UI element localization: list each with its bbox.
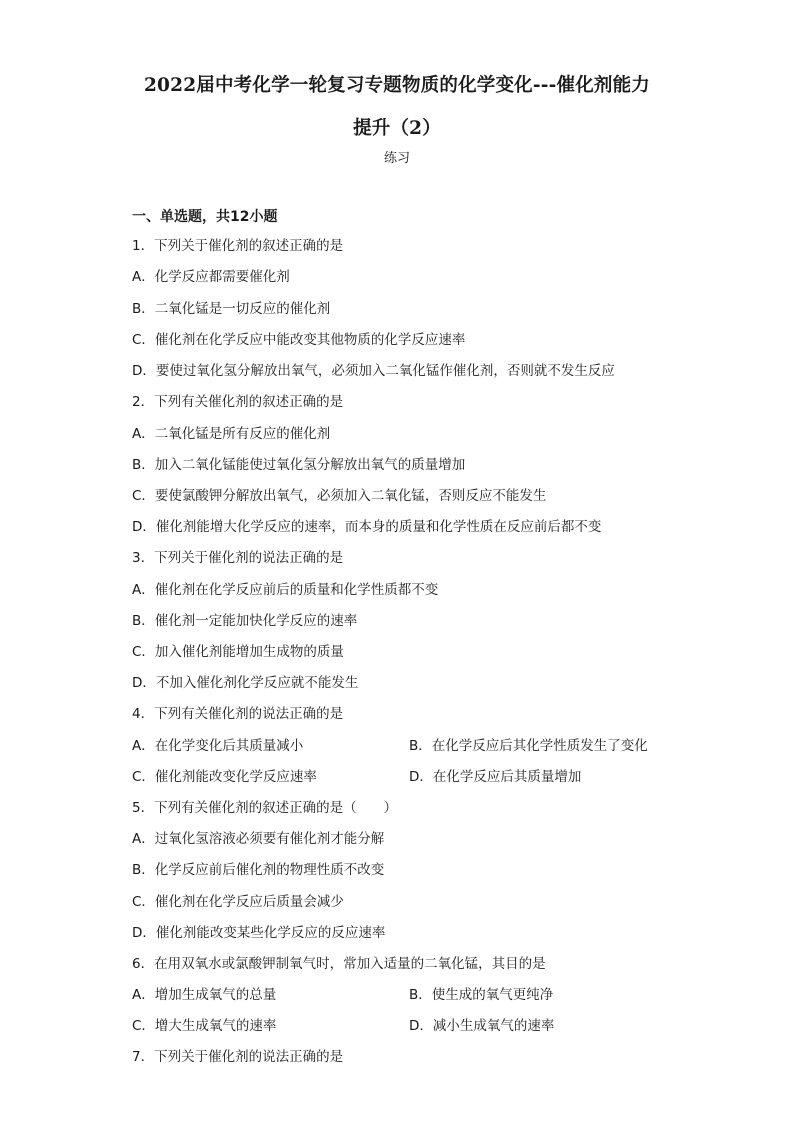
- question-6-option-d: D．减小生成氧气的速率: [409, 1018, 555, 1034]
- question-3-stem: 3．下列关于催化剂的说法正确的是: [132, 550, 344, 566]
- question-3-option-d: D．不加入催化剂化学反应就不能发生: [132, 675, 359, 691]
- question-6-option-b: B．使生成的氧气更纯净: [409, 987, 554, 1003]
- question-6-option-a: A．增加生成氧气的总量: [132, 987, 277, 1003]
- question-4-option-b: B．在化学反应后其化学性质发生了变化: [409, 738, 648, 754]
- question-5-stem: 5．下列有关催化剂的叙述正确的是（ ）: [132, 800, 398, 816]
- question-7-stem: 7．下列关于催化剂的说法正确的是: [132, 1049, 344, 1065]
- title-line-2: 提升（2）: [353, 118, 441, 139]
- question-1-option-b: B．二氧化锰是一切反应的催化剂: [132, 301, 331, 317]
- subtitle: 练习: [383, 151, 410, 166]
- section-heading: 一、单选题，共12小题: [132, 209, 278, 225]
- question-4-option-a: A．在化学变化后其质量减小: [132, 738, 304, 754]
- question-5-option-c: C．催化剂在化学反应后质量会减少: [132, 894, 344, 910]
- question-1-option-c: C．催化剂在化学反应中能改变其他物质的化学反应速率: [132, 332, 466, 348]
- question-1-option-a: A．化学反应都需要催化剂: [132, 269, 290, 285]
- title-line-1: 2022届中考化学一轮复习专题物质的化学变化---催化剂能力: [143, 75, 651, 96]
- question-5-option-d: D．催化剂能改变某些化学反应的反应速率: [132, 925, 386, 941]
- question-4-option-c: C．催化剂能改变化学反应速率: [132, 769, 317, 785]
- question-1-option-d: D．要使过氧化氢分解放出氧气，必须加入二氧化锰作催化剂，否则就不发生反应: [132, 363, 615, 379]
- question-2-option-c: C．要使氯酸钾分解放出氧气，必须加入二氧化锰，否则反应不能发生: [132, 488, 547, 504]
- question-5-option-b: B．化学反应前后催化剂的物理性质不改变: [132, 862, 385, 878]
- question-4-stem: 4．下列有关催化剂的说法正确的是: [132, 706, 344, 722]
- question-3-option-b: B．催化剂一定能加快化学反应的速率: [132, 613, 358, 629]
- question-3-option-a: A．催化剂在化学反应前后的质量和化学性质都不变: [132, 582, 439, 598]
- question-5-option-a: A．过氧化氢溶液必须要有催化剂才能分解: [132, 831, 385, 847]
- question-6-option-c: C．增大生成氧气的速率: [132, 1018, 277, 1034]
- question-3-option-c: C．加入催化剂能增加生成物的质量: [132, 644, 344, 660]
- question-2-stem: 2．下列有关催化剂的叙述正确的是: [132, 394, 344, 410]
- question-2-option-d: D．催化剂能增大化学反应的速率，而本身的质量和化学性质在反应前后都不变: [132, 519, 602, 535]
- question-6-stem: 6．在用双氧水或氯酸钾制氧气时，常加入适量的二氧化锰，其目的是: [132, 956, 546, 972]
- question-4-option-d: D．在化学反应后其质量增加: [409, 769, 582, 785]
- question-2-option-b: B．加入二氧化锰能使过氧化氢分解放出氧气的质量增加: [132, 457, 466, 473]
- question-1-stem: 1．下列关于催化剂的叙述正确的是: [132, 238, 344, 254]
- question-2-option-a: A．二氧化锰是所有反应的催化剂: [132, 426, 331, 442]
